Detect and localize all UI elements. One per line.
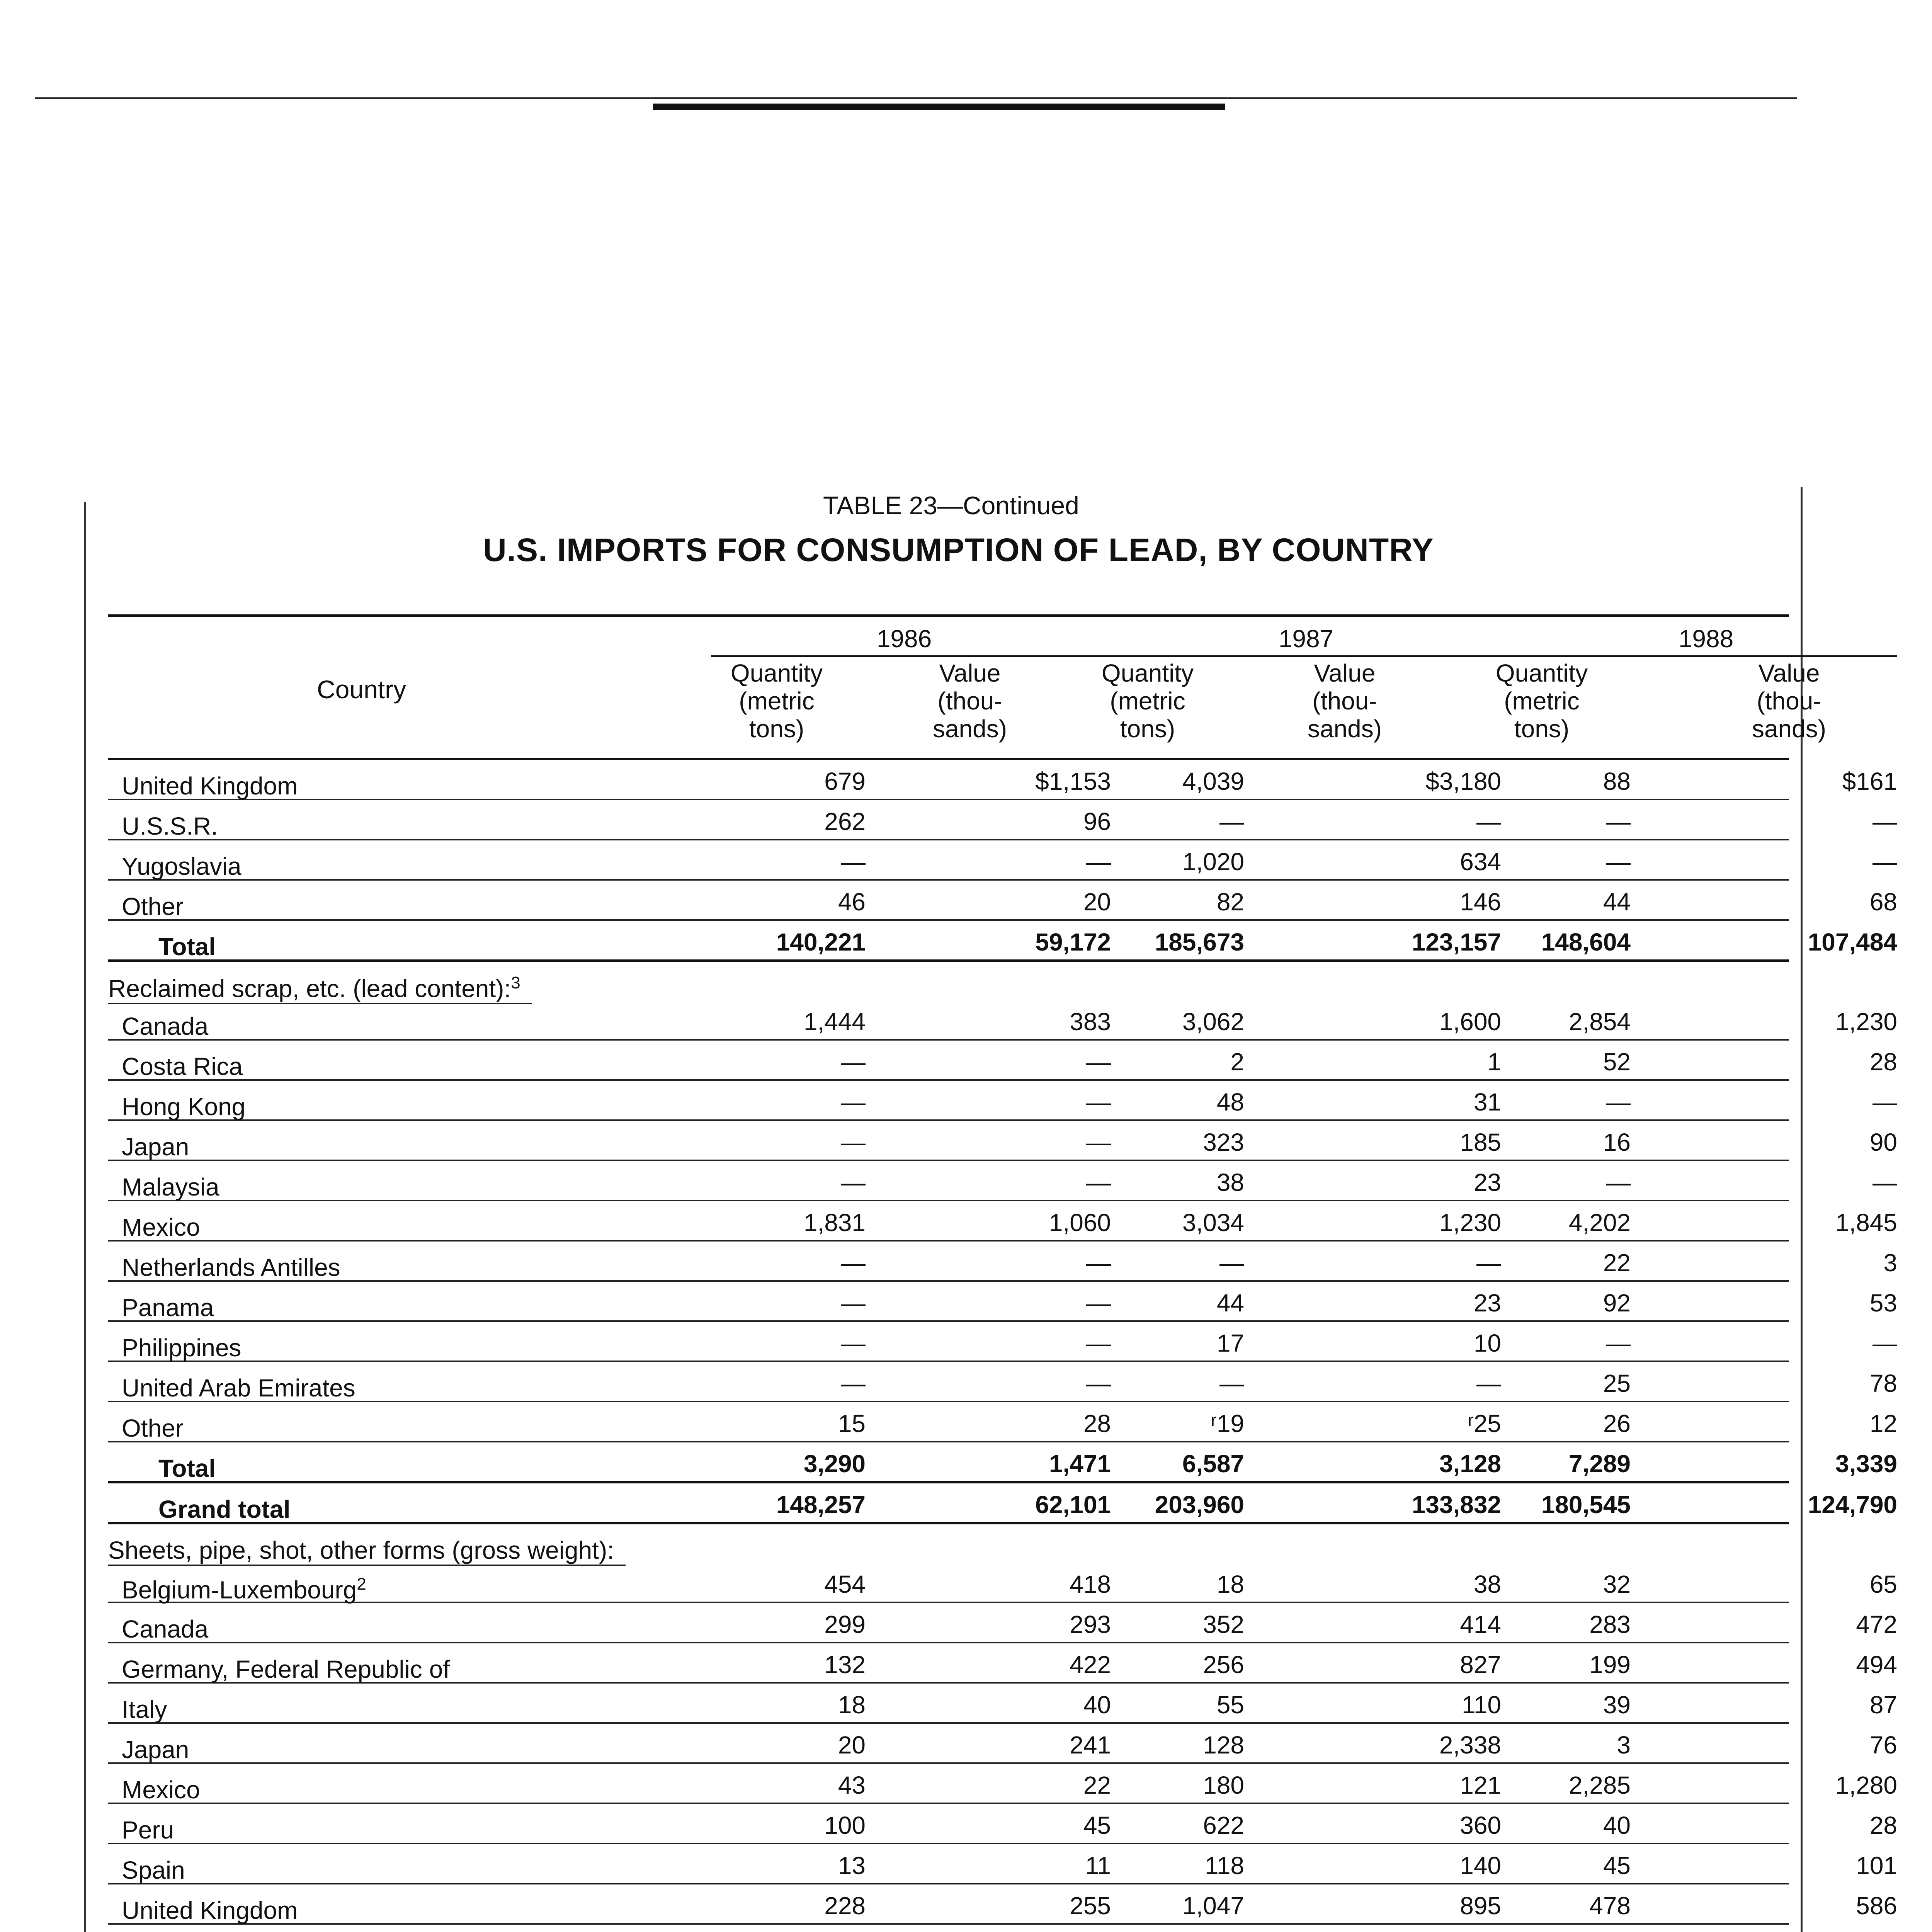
value-1987-cell: $3,180 <box>1425 767 1501 795</box>
country-name: U.S.S.R. <box>122 812 218 840</box>
section-label: Sheets, pipe, shot, other forms (gross weight): <box>108 1536 626 1566</box>
footnote-marker: 3 <box>511 973 520 992</box>
table-row <box>108 881 1897 921</box>
quantity-1986-cell: 132 <box>824 1651 866 1679</box>
quantity-1986-cell: 13 <box>838 1852 866 1879</box>
year-1986-header: 1986 <box>711 624 1097 657</box>
value-1986-cell: 62,101 <box>1035 1491 1111 1519</box>
value-1987-cell: — <box>1476 1369 1501 1397</box>
country-name: Mexico <box>122 1776 200 1804</box>
value-1988-cell: 1,845 <box>1835 1209 1897 1236</box>
value-1988-cell: 3,339 <box>1835 1450 1897 1478</box>
table-row <box>108 1242 1897 1282</box>
quantity-1987-cell: 3,062 <box>1182 1008 1244 1036</box>
value-header-1987: Value (thou- sands) <box>1307 659 1382 743</box>
value-1988-cell: 90 <box>1869 1128 1897 1156</box>
quantity-1988-cell: 22 <box>1603 1249 1631 1277</box>
value-1986-cell: — <box>1086 1128 1111 1156</box>
quantity-1987-cell: 118 <box>1204 1852 1244 1879</box>
top-rule <box>35 97 1797 99</box>
table-row <box>108 1201 1897 1242</box>
left-margin-line <box>84 502 86 1932</box>
table-row <box>108 1081 1897 1121</box>
value-1986-cell: — <box>1086 1168 1111 1196</box>
quantity-1987-cell: 17 <box>1216 1329 1244 1357</box>
value-1988-cell: 76 <box>1869 1731 1897 1759</box>
quantity-1988-cell: 2,285 <box>1568 1771 1631 1799</box>
value-1987-cell: 634 <box>1460 848 1501 876</box>
value-1987-cell: — <box>1476 808 1501 835</box>
quantity-1986-cell: 1,444 <box>803 1008 866 1036</box>
quantity-1986-cell: — <box>841 1088 866 1116</box>
value-1988-cell: — <box>1872 848 1897 876</box>
country-name: Canada <box>122 1012 209 1040</box>
value-1988-cell: — <box>1872 1329 1897 1357</box>
country-name: Costa Rica <box>122 1053 243 1080</box>
quantity-1986-cell: 1,831 <box>803 1209 866 1236</box>
table-row <box>108 1161 1897 1201</box>
value-1988-cell: 124,790 <box>1808 1491 1897 1519</box>
table-row <box>108 1322 1897 1362</box>
quantity-1986-cell: 18 <box>838 1691 866 1719</box>
quantity-1987-cell: — <box>1219 1369 1244 1397</box>
value-1986-cell: 1,471 <box>1049 1450 1111 1478</box>
value-1988-cell: 28 <box>1869 1048 1897 1076</box>
quantity-1987-cell: 203,960 <box>1155 1491 1244 1519</box>
value-1988-cell: 472 <box>1856 1611 1897 1638</box>
value-1987-cell: 1 <box>1487 1048 1501 1076</box>
quantity-1987-cell: 323 <box>1203 1128 1244 1156</box>
table-row <box>108 1844 1897 1884</box>
quantity-1987-cell: 256 <box>1203 1651 1244 1679</box>
value-1987-cell: 185 <box>1460 1128 1501 1156</box>
value-1987-cell: 31 <box>1473 1088 1501 1116</box>
country-name: Hong Kong <box>122 1093 246 1121</box>
country-name: United Arab Emirates <box>122 1374 355 1402</box>
quantity-1986-cell: — <box>841 1168 866 1196</box>
value-header-1986: Value (thou- sands) <box>932 659 1007 743</box>
quantity-1986-cell: — <box>841 1249 866 1277</box>
country-name: Belgium-Luxembourg$^2$ <box>122 1575 366 1604</box>
table-label: TABLE 23—Continued <box>823 491 1079 520</box>
country-header: Country <box>317 675 406 704</box>
quantity-1988-cell: 40 <box>1603 1811 1631 1839</box>
value-1986-cell: — <box>1086 1289 1111 1317</box>
table-row <box>108 760 1897 800</box>
section-header-row <box>108 962 1789 1003</box>
table-body <box>108 760 1897 1932</box>
value-1987-cell: 3,128 <box>1439 1450 1501 1478</box>
year-1987-header: 1987 <box>1090 624 1522 657</box>
quantity-1988-cell: 180,545 <box>1541 1491 1631 1519</box>
value-1988-cell: 494 <box>1856 1651 1897 1679</box>
value-1987-cell: 2,338 <box>1439 1731 1501 1759</box>
quantity-1988-cell: 3 <box>1617 1731 1631 1759</box>
quantity-1988-cell: — <box>1606 1088 1631 1116</box>
value-1986-cell: 96 <box>1083 808 1111 835</box>
value-1988-cell: — <box>1872 1088 1897 1116</box>
quantity-1988-cell: — <box>1606 1168 1631 1196</box>
quantity-1987-cell: 6,587 <box>1182 1450 1244 1478</box>
value-1987-cell: 133,832 <box>1412 1491 1501 1519</box>
quantity-1986-cell: — <box>841 1128 866 1156</box>
table-row <box>108 1603 1897 1643</box>
quantity-1987-cell: 38 <box>1216 1168 1244 1196</box>
country-name: Total <box>158 1454 216 1482</box>
value-1986-cell: — <box>1086 1048 1111 1076</box>
table-row <box>108 1643 1897 1684</box>
value-1988-cell: 101 <box>1856 1852 1897 1879</box>
table-row <box>108 1804 1897 1844</box>
value-1987-cell: 140 <box>1460 1852 1501 1879</box>
quantity-1988-cell: 39 <box>1603 1691 1631 1719</box>
footnote-marker: 2 <box>357 1575 366 1594</box>
quantity-1986-cell: 299 <box>824 1611 866 1638</box>
value-1986-cell: $1,153 <box>1035 767 1111 795</box>
quantity-1988-cell: 32 <box>1603 1570 1631 1598</box>
value-1988-cell: 12 <box>1869 1410 1897 1437</box>
table-row <box>108 1724 1897 1764</box>
country-name: Italy <box>122 1696 167 1723</box>
quantity-1987-cell: 2 <box>1230 1048 1244 1076</box>
value-1987-cell: — <box>1476 1249 1501 1277</box>
quantity-1986-cell: 43 <box>838 1771 866 1799</box>
quantity-1986-cell: 20 <box>838 1731 866 1759</box>
value-1986-cell: — <box>1086 848 1111 876</box>
table-row <box>108 840 1897 881</box>
value-1988-cell: $161 <box>1842 767 1897 795</box>
quantity-1988-cell: 52 <box>1603 1048 1631 1076</box>
country-name: Other <box>122 1414 184 1442</box>
quantity-1986-cell: 100 <box>824 1811 866 1839</box>
country-name: Philippines <box>122 1334 242 1362</box>
value-1988-cell: 65 <box>1869 1570 1897 1598</box>
quantity-1988-cell: 26 <box>1603 1410 1631 1437</box>
quantity-1986-cell: — <box>841 1289 866 1317</box>
value-1988-cell: 87 <box>1869 1691 1897 1719</box>
table-row <box>108 1925 1789 1932</box>
value-1988-cell: — <box>1872 1168 1897 1196</box>
quantity-1987-cell: 4,039 <box>1182 767 1244 795</box>
value-1988-cell: 3 <box>1883 1249 1897 1277</box>
value-1986-cell: 293 <box>1070 1611 1111 1638</box>
value-1987-cell: 23 <box>1473 1168 1501 1196</box>
table-row <box>108 1684 1897 1724</box>
value-1986-cell: — <box>1086 1369 1111 1397</box>
quantity-header-1987: Quantity (metric tons) <box>1101 659 1194 743</box>
quantity-1988-cell: 88 <box>1603 767 1631 795</box>
quantity-1988-cell: 4,202 <box>1568 1209 1631 1236</box>
table-row <box>108 800 1897 840</box>
quantity-1988-cell: 45 <box>1603 1852 1631 1879</box>
quantity-1987-cell: — <box>1219 808 1244 835</box>
value-1988-cell: — <box>1872 808 1897 835</box>
country-name: United Kingdom <box>122 772 298 800</box>
quantity-1987-cell: 18 <box>1216 1570 1244 1598</box>
quantity-1987-cell: 185,673 <box>1155 928 1244 956</box>
total-row <box>108 921 1897 962</box>
quantity-1987-cell: 44 <box>1216 1289 1244 1317</box>
quantity-1988-cell: — <box>1606 808 1631 835</box>
country-name: Mexico <box>122 1213 200 1241</box>
country-name: Japan <box>122 1736 189 1764</box>
table-row <box>108 1121 1897 1161</box>
quantity-1988-cell: 2,854 <box>1568 1008 1631 1036</box>
quantity-1988-cell: 148,604 <box>1541 928 1631 956</box>
table-row <box>108 1402 1897 1442</box>
value-1988-cell: 1,280 <box>1835 1771 1897 1799</box>
country-name: Spain <box>122 1856 185 1884</box>
value-1987-cell: 1,230 <box>1439 1209 1501 1236</box>
value-1987-cell: 10 <box>1473 1329 1501 1357</box>
quantity-1986-cell: 148,257 <box>776 1491 866 1519</box>
table-row <box>108 1362 1897 1402</box>
table-title: U.S. IMPORTS FOR CONSUMPTION OF LEAD, BY COUNTRY <box>483 532 1434 568</box>
country-name: Malaysia <box>122 1173 219 1201</box>
country-name: Yugoslavia <box>122 852 242 880</box>
value-1986-cell: 241 <box>1070 1731 1111 1759</box>
country-name: Total <box>158 933 216 961</box>
section-header-row <box>108 1524 1789 1563</box>
quantity-1986-cell: — <box>841 848 866 876</box>
value-1987-cell: ʳ25 <box>1468 1410 1501 1437</box>
quantity-1987-cell: ʳ19 <box>1211 1410 1244 1437</box>
quantity-1988-cell: 199 <box>1589 1651 1631 1679</box>
value-1986-cell: 40 <box>1083 1691 1111 1719</box>
quantity-1987-cell: 82 <box>1216 888 1244 916</box>
value-1988-cell: 78 <box>1869 1369 1897 1397</box>
country-name: Grand total <box>158 1495 291 1523</box>
quantity-1987-cell: 128 <box>1203 1731 1244 1759</box>
value-1987-cell: 146 <box>1460 888 1501 916</box>
value-1988-cell: 107,484 <box>1808 928 1897 956</box>
country-name: Netherlands Antilles <box>122 1253 340 1281</box>
value-1987-cell: 360 <box>1460 1811 1501 1839</box>
value-1988-cell: 28 <box>1869 1811 1897 1839</box>
value-1986-cell: 255 <box>1070 1892 1111 1920</box>
quantity-1986-cell: — <box>841 1048 866 1076</box>
value-1987-cell: 23 <box>1473 1289 1501 1317</box>
table-row <box>108 1764 1897 1804</box>
value-1986-cell: 418 <box>1070 1570 1111 1598</box>
quantity-1987-cell: 1,020 <box>1182 848 1244 876</box>
quantity-1988-cell: 283 <box>1589 1611 1631 1638</box>
value-1988-cell: 1,230 <box>1835 1008 1897 1036</box>
quantity-1986-cell: 140,221 <box>776 928 866 956</box>
table-row <box>108 1884 1897 1925</box>
quantity-1988-cell: 7,289 <box>1568 1450 1631 1478</box>
quantity-1987-cell: 180 <box>1203 1771 1244 1799</box>
value-1987-cell: 123,157 <box>1412 928 1501 956</box>
table-header <box>108 614 1827 760</box>
quantity-1988-cell: 44 <box>1603 888 1631 916</box>
value-1987-cell: 38 <box>1473 1570 1501 1598</box>
table-row <box>108 1282 1897 1322</box>
top-rule-thick <box>653 104 1225 110</box>
year-1988-header: 1988 <box>1515 624 1897 657</box>
value-1987-cell: 121 <box>1460 1771 1501 1799</box>
quantity-1988-cell: 478 <box>1589 1892 1631 1920</box>
value-1986-cell: 45 <box>1083 1811 1111 1839</box>
value-1986-cell: 422 <box>1070 1651 1111 1679</box>
quantity-1987-cell: 3,034 <box>1182 1209 1244 1236</box>
quantity-1986-cell: 228 <box>824 1892 866 1920</box>
quantity-1986-cell: — <box>841 1369 866 1397</box>
quantity-1986-cell: 679 <box>824 767 866 795</box>
value-1986-cell: 59,172 <box>1035 928 1111 956</box>
quantity-header-1986: Quantity (metric tons) <box>730 659 823 743</box>
total-row <box>108 1442 1897 1483</box>
table-row <box>108 1563 1897 1604</box>
country-name: Panama <box>122 1294 214 1321</box>
value-1986-cell: — <box>1086 1329 1111 1357</box>
quantity-1988-cell: 25 <box>1603 1369 1631 1397</box>
value-1987-cell: 110 <box>1461 1691 1501 1719</box>
table-row <box>108 1041 1897 1081</box>
value-1986-cell: 22 <box>1083 1771 1111 1799</box>
quantity-1987-cell: — <box>1219 1249 1244 1277</box>
value-1986-cell: — <box>1086 1088 1111 1116</box>
lead-imports-table <box>108 614 1897 1932</box>
quantity-1986-cell: 3,290 <box>803 1450 866 1478</box>
value-1986-cell: 1,060 <box>1049 1209 1111 1236</box>
value-1987-cell: 414 <box>1460 1611 1501 1638</box>
section-label: Reclaimed scrap, etc. (lead content):$^3$ <box>108 973 532 1004</box>
value-1986-cell: 20 <box>1083 888 1111 916</box>
value-1987-cell: 1,600 <box>1439 1008 1501 1036</box>
country-name: Other <box>122 893 184 920</box>
quantity-1987-cell: 1,047 <box>1182 1892 1244 1920</box>
value-1986-cell: 28 <box>1083 1410 1111 1437</box>
value-1988-cell: 68 <box>1869 888 1897 916</box>
quantity-1988-cell: — <box>1606 848 1631 876</box>
country-name: Germany, Federal Republic of <box>122 1655 450 1683</box>
table-row <box>108 1000 1897 1041</box>
country-name: Japan <box>122 1133 189 1161</box>
value-1986-cell: 11 <box>1085 1852 1111 1879</box>
value-1988-cell: 53 <box>1869 1289 1897 1317</box>
quantity-1987-cell: 352 <box>1203 1611 1244 1638</box>
quantity-1987-cell: 622 <box>1203 1811 1244 1839</box>
quantity-1986-cell: 46 <box>838 888 866 916</box>
total-row <box>108 1483 1897 1524</box>
value-1986-cell: — <box>1086 1249 1111 1277</box>
quantity-1986-cell: — <box>841 1329 866 1357</box>
quantity-1988-cell: — <box>1606 1329 1631 1357</box>
quantity-1987-cell: 55 <box>1216 1691 1244 1719</box>
quantity-1987-cell: 48 <box>1216 1088 1244 1116</box>
country-name: United Kingdom <box>122 1896 298 1924</box>
country-name: Peru <box>122 1816 174 1844</box>
quantity-header-1988: Quantity (metric tons) <box>1495 659 1588 743</box>
value-1987-cell: 827 <box>1460 1651 1501 1679</box>
value-1987-cell: 895 <box>1460 1892 1501 1920</box>
quantity-1988-cell: 16 <box>1603 1128 1631 1156</box>
value-1986-cell: 383 <box>1070 1008 1111 1036</box>
quantity-1988-cell: 92 <box>1603 1289 1631 1317</box>
value-header-1988: Value (thou- sands) <box>1752 659 1827 743</box>
quantity-1986-cell: 262 <box>824 808 866 835</box>
quantity-1986-cell: 454 <box>824 1570 866 1598</box>
quantity-1986-cell: 15 <box>838 1410 866 1437</box>
value-1988-cell: 586 <box>1856 1892 1897 1920</box>
country-name: Canada <box>122 1615 209 1643</box>
